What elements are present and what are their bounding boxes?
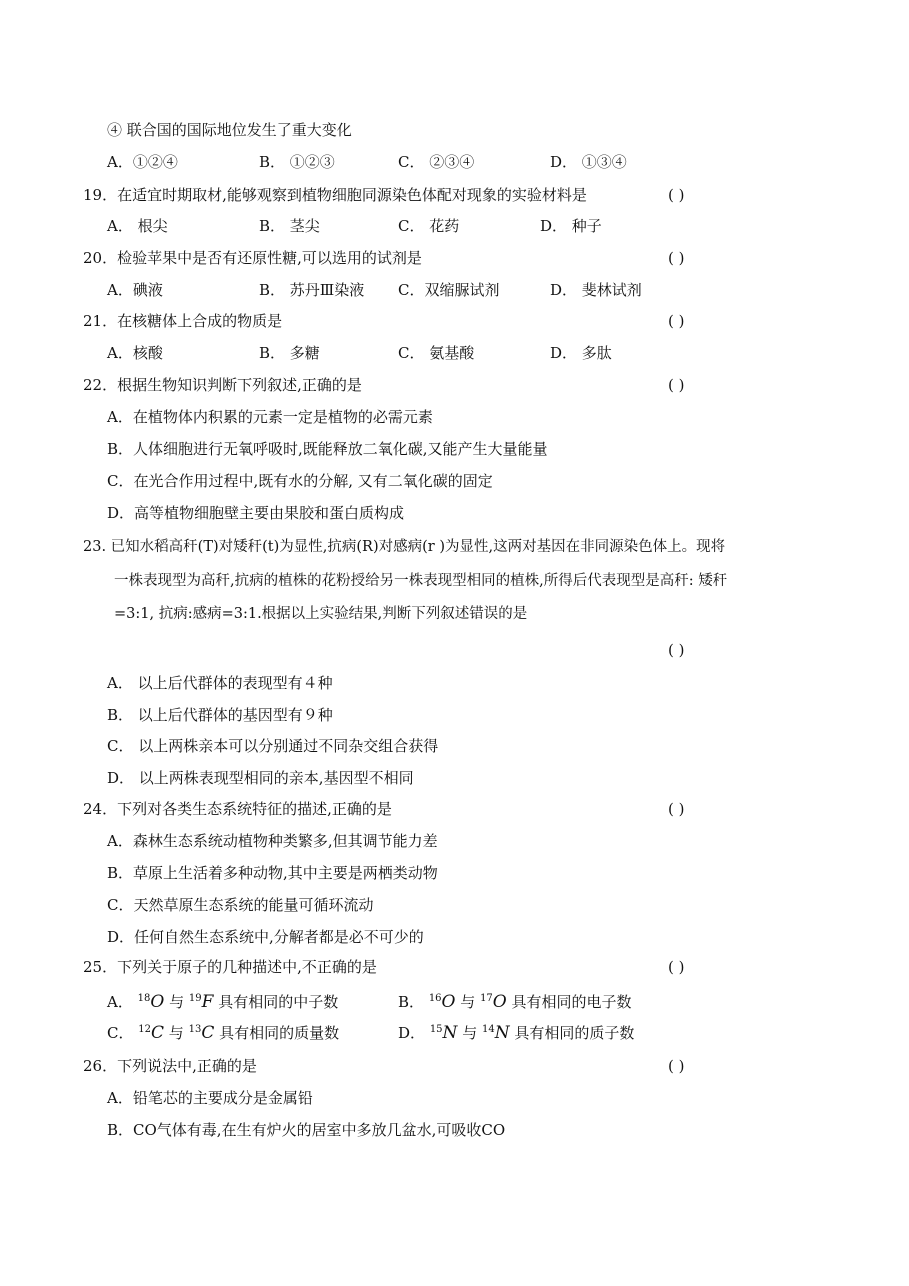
mass-number: 19 [188,993,202,1004]
mass-number: 13 [188,1024,202,1035]
mass-number: 18 [137,993,151,1004]
q23-option-d: D． 以上两株表现型相同的亲本,基因型不相同 [107,769,414,787]
q26-answer-paren: ( ) [668,1057,685,1075]
q26-option-a: A．铅笔芯的主要成分是金属铅 [107,1089,313,1107]
q22-answer-paren: ( ) [668,376,685,394]
q21-option-a: A．核酸 [107,344,163,362]
q24-option-c: C．天然草原生态系统的能量可循环流动 [107,896,374,914]
q22-option-c: C．在光合作用过程中,既有水的分解, 又有二氧化碳的固定 [107,472,493,490]
q23-option-b: B． 以上后代群体的基因型有９种 [107,706,333,724]
q23-stem-line-1: 23. 已知水稻高秆(T)对矮秆(t)为显性,抗病(R)对感病(r )为显性,这两对基因在非同源染色体上。现将 [83,539,726,555]
q26-option-b: B．CO气体有毒,在生有炉火的居室中多放几盆水,可吸收CO [107,1121,506,1139]
option-tail: 具有相同的质量数 [219,1024,340,1042]
q18-option-b: B． ①②③ [259,153,335,171]
q23-stem-line-2: 一株表现型为高秆,抗病的植株的花粉授给另一株表现型相同的植株,所得后代表现型是高秆: 矮秆 [114,573,728,589]
q18-option-c: C． ②③④ [398,153,475,171]
q22-stem: 22．根据生物知识判断下列叙述,正确的是 [83,376,362,394]
q24-option-a: A．森林生态系统动植物种类繁多,但其调节能力差 [107,832,438,850]
mass-number: 15 [429,1024,443,1035]
q25-option-d [398,1023,634,1043]
q21-answer-paren: ( ) [668,312,685,330]
q23-option-a: A． 以上后代群体的表现型有４种 [107,674,333,692]
q22-option-b: B．人体细胞进行无氧呼吸时,既能释放二氧化碳,又能产生大量能量 [107,440,548,458]
q20-option-b: B． 苏丹Ⅲ染液 [259,281,365,299]
q19-option-b: B． 茎尖 [259,217,320,235]
q25-answer-paren: ( ) [668,958,685,976]
q20-option-c: C．双缩脲试剂 [398,281,500,299]
element-symbol: F [201,992,214,1012]
q24-stem: 24．下列对各类生态系统特征的描述,正确的是 [83,800,392,818]
element-symbol: O [492,992,507,1012]
element-symbol: N [442,1023,458,1043]
mass-number: 14 [482,1024,495,1035]
element-symbol: O [150,992,165,1012]
mass-number: 16 [428,993,442,1004]
q25-option-c [107,1023,339,1043]
q21-option-c: C． 氨基酸 [398,344,475,362]
q25-option-a [107,992,338,1012]
q20-stem: 20．检验苹果中是否有还原性糖,可以选用的试剂是 [83,249,422,267]
q20-option-a: A．碘液 [107,281,163,299]
mass-number: 17 [480,993,493,1004]
q18-option-a: A．①②④ [107,153,178,171]
option-label: B． [398,993,425,1011]
q24-answer-paren: ( ) [668,800,685,818]
q23-option-c: C． 以上两株亲本可以分别通过不同杂交组合获得 [107,737,439,755]
q25-stem: 25．下列关于原子的几种描述中,不正确的是 [83,958,377,976]
mass-number: 12 [138,1024,151,1035]
q23-answer-paren: ( ) [668,641,685,659]
connector: 与 [169,993,185,1011]
q25-option-b [398,992,632,1012]
option-label: D． [398,1024,426,1042]
q21-option-b: B． 多糖 [259,344,320,362]
q19-option-d: D． 种子 [540,217,602,235]
q24-option-b: B．草原上生活着多种动物,其中主要是两栖类动物 [107,864,438,882]
q18-item-4: ④ 联合国的国际地位发生了重大变化 [107,121,352,139]
q18-option-d: D． ①③④ [550,153,627,171]
q23-stem-line-3: =3:1, 抗病:感病=3:1.根据以上实验结果,判断下列叙述错误的是 [114,606,528,622]
option-tail: 具有相同的中子数 [218,993,339,1011]
q19-option-c: C． 花药 [398,217,460,235]
option-tail: 具有相同的质子数 [514,1024,635,1042]
q19-option-a: A． 根尖 [107,217,168,235]
q20-option-d: D． 斐林试剂 [550,281,642,299]
option-label: C． [107,1024,134,1042]
connector: 与 [462,1024,478,1042]
q22-option-d: D．高等植物细胞壁主要由果胶和蛋白质构成 [107,504,405,522]
option-label: A． [107,993,133,1011]
q21-stem: 21．在核糖体上合成的物质是 [83,312,283,330]
q24-option-d: D．任何自然生态系统中,分解者都是必不可少的 [107,928,424,946]
q19-stem: 19．在适宜时期取材,能够观察到植物细胞同源染色体配对现象的实验材料是 [83,186,587,204]
q20-answer-paren: ( ) [668,249,685,267]
connector: 与 [168,1024,184,1042]
element-symbol: O [441,992,456,1012]
q19-answer-paren: ( ) [668,186,685,204]
element-symbol: N [494,1023,510,1043]
element-symbol: C [151,1023,165,1043]
q21-option-d: D． 多肽 [550,344,612,362]
q26-stem: 26．下列说法中,正确的是 [83,1057,257,1075]
option-tail: 具有相同的电子数 [511,993,632,1011]
q22-option-a: A．在植物体内积累的元素一定是植物的必需元素 [107,408,433,426]
connector: 与 [460,993,476,1011]
element-symbol: C [201,1023,215,1043]
